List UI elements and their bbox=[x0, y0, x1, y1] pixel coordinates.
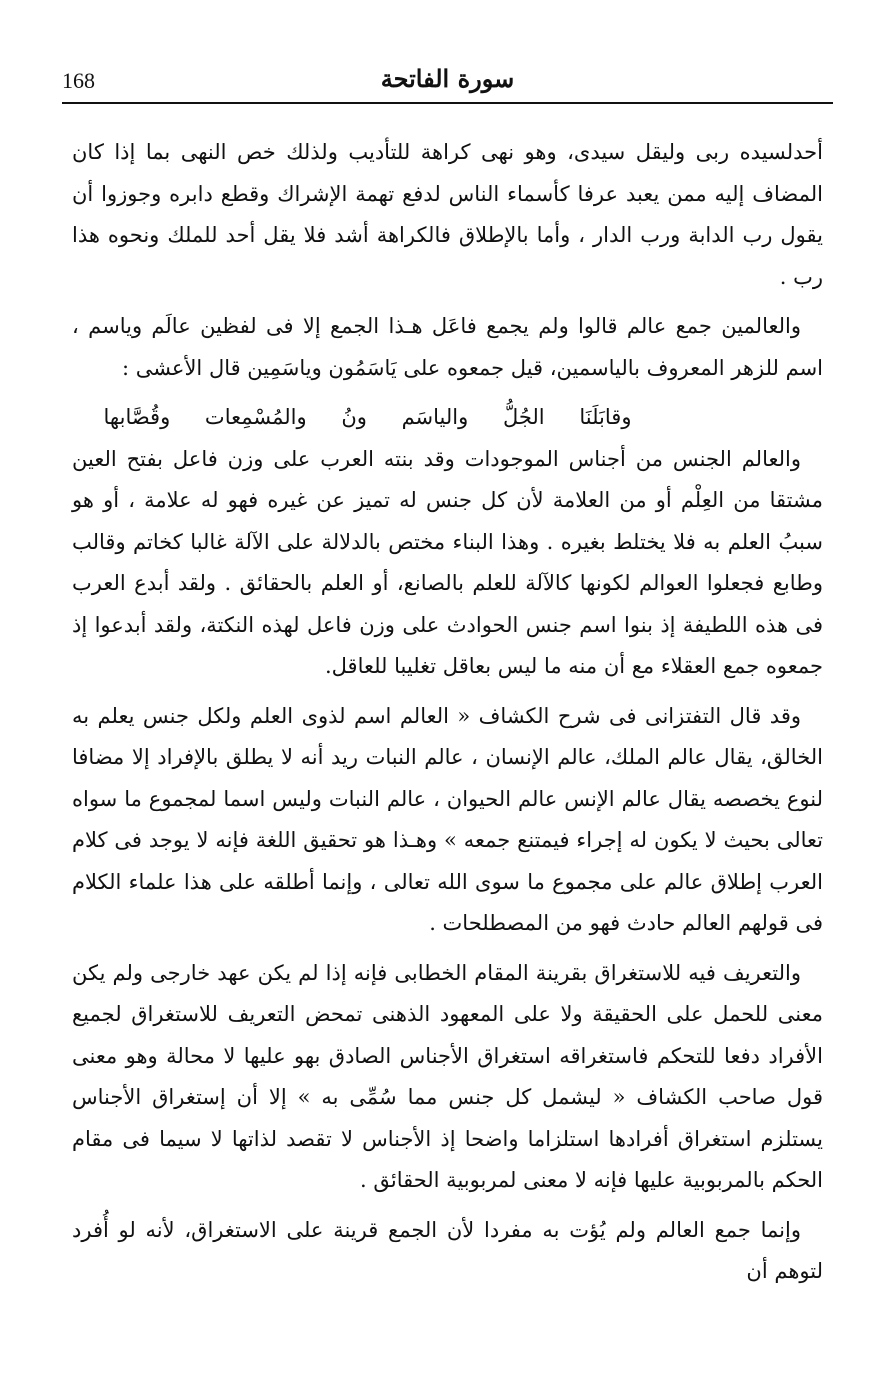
paragraph-1: أحدلسيده ربى وليقل سيدى، وهو نهى كراهة للتأديب ولذلك خص النهى بما إذا كان المضاف إليه ممن يعبد عرفا كأسماء الناس لدفع تهمة الإشراك وقطع دابره وجوزوا أن يقول رب الدابة ورب الدار ، وأما بالإطلاق فالكراهة أشد فلا يقل أحد للملك ونحوه هذا رب . bbox=[72, 140, 823, 289]
page-number: 168 bbox=[62, 68, 95, 93]
header-rule bbox=[62, 102, 833, 104]
body-text bbox=[72, 132, 823, 1301]
verse-word-1: وقابَلَنَا bbox=[579, 405, 632, 429]
paragraph-6: وإنما جمع العالم ولم يُؤت به مفردا لأن الجمع قرينة على الاستغراق، لأنه لو أُفرد لتوهم أن bbox=[72, 1217, 823, 1283]
poetry-verse bbox=[72, 397, 823, 439]
verse-word-3: والياسَم bbox=[401, 405, 469, 429]
verse-word-6: وقُصَّابها bbox=[103, 405, 171, 429]
paragraph-2: والعالمين جمع عالم قالوا ولم يجمع فاعَل هـذا الجمع إلا فى لفظين عالَم وياسم ، اسم للزهر المعروف بالياسمين، قيل جمعوه على يَاسَمُون وياسَمِين قال الأعشى : bbox=[72, 314, 823, 380]
running-title: سورة الفاتحة bbox=[380, 64, 515, 93]
paragraph-3: والعالم الجنس من أجناس الموجودات وقد بنته العرب على وزن فاعل بفتح العين مشتقا من العِلْم أو من العلامة لأن كل جنس له تميز عن غيره فهو له علامة ، أو هو سببُ العلم به فلا يختلط بغيره . وهذا البناء مختص بالدلالة على الآلة غالبا كخاتم وقالب وطابع فجعلوا العوالم لكونها كالآلة للعلم بالصانع، أو العلم بالحقائق . ولقد أبدع العرب فى هذه اللطيفة إذ بنوا اسم جنس الحوادث على وزن فاعل لهذه النكتة، ولقد أبدعوا إذ جمعوه جمع العقلاء مع أن منه ما ليس بعاقل تغليبا للعاقل. bbox=[72, 446, 823, 678]
verse-word-4: ونُ bbox=[341, 405, 367, 429]
paragraph-5: والتعريف فيه للاستغراق بقرينة المقام الخطابى فإنه إذا لم يكن عهد خارجى ولم يكن معنى للحمل على الحقيقة ولا على المعهود الذهنى تمحض التعريف للاستغراق لجميع الأفراد دفعا للتحكم فاستغراقه استغراق الأجناس الصادق بهو عليها لا محالة وهو معنى قول صاحب الكشاف « ليشمل كل جنس مما سُمِّى به » إلا أن إستغراق الأجناس يستلزم استغراق أفرادها استلزاما واضحا إذ الأجناس لا تقصد لذاتها لا سيما فى مقام الحكم بالمربوبية عليها فإنه لا معنى لمربوبية الحقائق . bbox=[72, 960, 823, 1192]
paragraph-4: وقد قال التفتزانى فى شرح الكشاف « العالم اسم لذوى العلم ولكل جنس يعلم به الخالق، يقال عالم الملك، عالم الإنسان ، عالم النبات ريد أنه لا يطلق بالإفراد إلا مضافا لنوع يخصصه يقال عالم الإنس عالم الحيوان ، عالم النبات وليس اسما لمجموع ما سواه تعالى بحيث لا يكون له إجراء فيمتنع جمعه » وهـذا هو تحقيق اللغة فإنه لا يوجد فى كلام العرب إطلاق عالم على مجموع ما سوى الله تعالى ، وإنما أطلقه على هذا علماء الكلام فى قولهم العالم حادث فهو من المصطلحات . bbox=[72, 703, 823, 935]
verse-word-5: والمُسْمِعات bbox=[204, 405, 307, 429]
verse-word-2: الجُلُّ bbox=[502, 405, 545, 429]
page-header bbox=[62, 58, 833, 102]
